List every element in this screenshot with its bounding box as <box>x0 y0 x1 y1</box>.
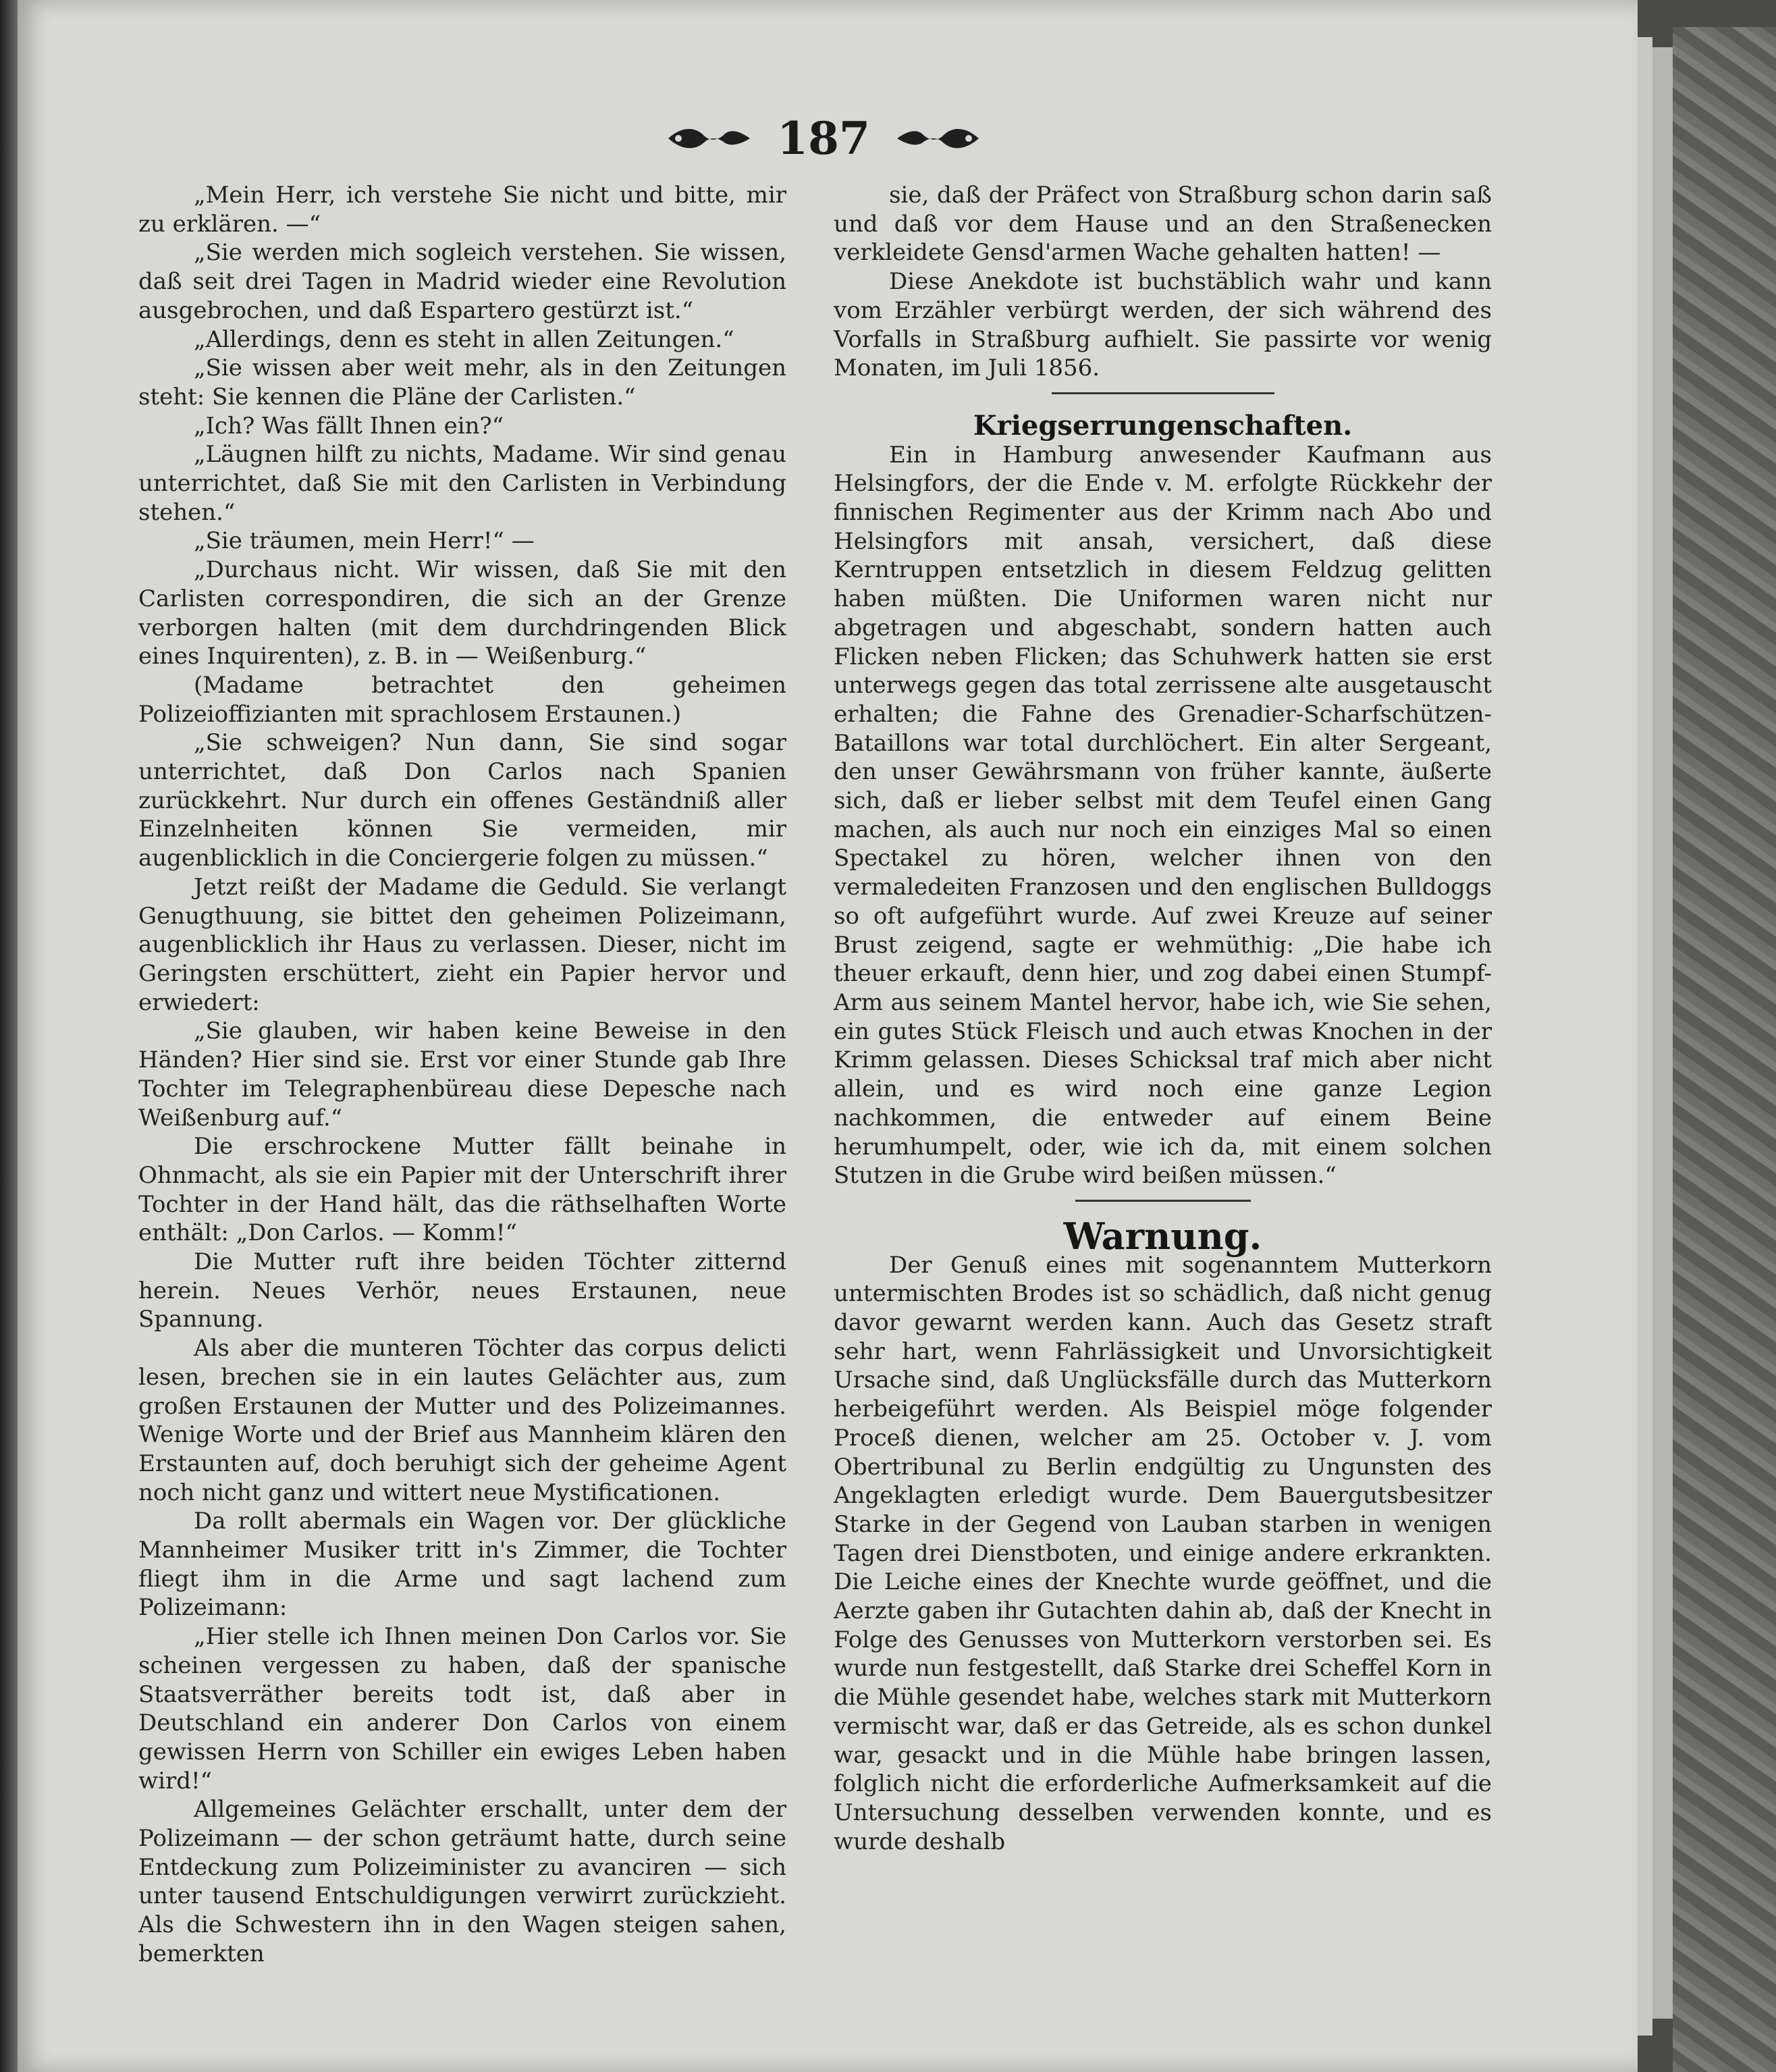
paragraph: Die Mutter ruft ihre beiden Töchter zitternd herein. Neues Verhör, neues Erstaunen, neue Spannung. <box>138 1248 786 1333</box>
section-heading: Kriegserrungenschaften. <box>973 409 1353 442</box>
paragraph: (Madame betrachtet den geheimen Polizeioffizianten mit sprachlosem Erstaunen.) <box>138 671 786 728</box>
left-column <box>138 181 786 1969</box>
paragraph: „Sie glauben, wir haben keine Beweise in den Händen? Hier sind sie. Erst vor einer Stunde gab Ihre Tochter im Telegraphenbüreau diese Depesche nach Weißenburg auf.“ <box>138 1017 786 1132</box>
paragraph: „Durchaus nicht. Wir wissen, daß Sie mit den Carlisten correspondiren, die sich an der Grenze verborgen halten (mit dem durchdringenden Blick eines Inquirenten), z. B. in — Weißenburg.“ <box>138 556 786 670</box>
marbled-cover-board <box>1673 27 1776 2072</box>
paragraph: „Läugnen hilft zu nichts, Madame. Wir sind genau unterrichtet, daß Sie mit den Carlisten in Verbindung stehen.“ <box>138 441 786 526</box>
paragraph: Da rollt abermals ein Wagen vor. Der glückliche Mannheimer Musiker tritt in's Zimmer, die Tochter fliegt ihm in die Arme und sagt lachend zum Polizeimann: <box>138 1508 786 1622</box>
paragraph: „Sie werden mich sogleich verstehen. Sie wissen, daß seit drei Tagen in Madrid wieder eine Revolution ausgebrochen, und daß Espartero gestürzt ist.“ <box>138 239 786 324</box>
paragraph: „Hier stelle ich Ihnen meinen Don Carlos vor. Sie scheinen vergessen zu haben, daß der spanische Staatsverräther bereits todt ist, daß aber in Deutschland ein anderer Don Carlos von einem gewissen Herrn von Schiller ein ewiges Leben haben wird!“ <box>138 1623 786 1795</box>
section-divider <box>1075 1200 1251 1202</box>
paragraph: Jetzt reißt der Madame die Geduld. Sie verlangt Genugthuung, sie bittet den geheimen Polizeimann, augenblicklich ihr Haus zu verlassen. Dieser, nicht im Geringsten erschüttert, zieht ein Papier hervor und erwiedert: <box>138 873 786 1016</box>
flourish-ornament-right-icon <box>894 125 982 152</box>
paragraph: „Ich? Was fällt Ihnen ein?“ <box>194 412 504 440</box>
paragraph: Ein in Hamburg anwesender Kaufmann aus Helsingfors, der die Ende v. M. erfolgte Rückkehr der finnischen Regimenter aus der Krimm nach Abo und Helsingfors mit ansah, versichert, daß diese Kerntruppen entsetzlich in diesem Feldzug gelitten haben müßten. Die Uniformen waren nicht nur abgetragen und abgeschabt, sondern hatten auch Flicken neben Flicken; das Schuhwerk hatten sie erst unterwegs gegen das total zerrissene alte ausgetauscht erhalten; die Fahne des Grenadier-Scharfschützen-Bataillons war total durchlöchert. Ein alter Sergeant, den unser Gewährsmann von früher kannte, äußerte sich, daß er lieber selbst mit dem Teufel einen Gang machen, als auch nur noch ein einziges Mal so einen Spectakel zu hören, welcher ihnen von den vermaledeiten Franzosen und den englischen Bulldoggs so oft aufgeführt wurde. Auf zwei Kreuze auf seiner Brust zeigend, sagte er wehmüthig: „Die habe ich theuer erkauft, denn hier, und zog dabei einen Stumpf-Arm aus seinem Mantel hervor, habe ich, wie Sie sehen, ein gutes Stück Fleisch und auch etwas Knochen in der Krimm gelassen. Dieses Schicksal traf mich aber nicht allein, und es wird noch eine ganze Legion nachkommen, die entweder auf einem Beine herumhumpelt, oder, wie ich da, mit einem solchen Stutzen in die Grube wird beißen müssen.“ <box>834 441 1492 1190</box>
page-number: 187 <box>777 112 870 165</box>
paragraph: Als aber die munteren Töchter das corpus delicti lesen, brechen sie in ein lautes Gelächter aus, zum großen Erstaunen der Mutter und des Polizeimannes. Wenige Worte und der Brief aus Mannheim klären den Erstaunten auf, doch beruhigt sich der geheime Agent noch nicht ganz und wittert neue Mystificationen. <box>138 1335 786 1506</box>
paragraph: „Sie schweigen? Nun dann, Sie sind sogar unterrichtet, daß Don Carlos nach Spanien zurückkehrt. Nur durch ein offenes Geständniß aller Einzelnheiten können Sie vermeiden, mir augenblicklich in die Conciergerie folgen zu müssen.“ <box>138 729 786 872</box>
page-header <box>655 108 992 169</box>
paragraph: „Sie wissen aber weit mehr, als in den Zeitungen steht: Sie kennen die Pläne der Carlisten.“ <box>138 354 786 410</box>
paragraph: Diese Anekdote ist buchstäblich wahr und kann vom Erzähler verbürgt werden, der sich während des Vorfalls in Straßburg aufhielt. Sie passirte vor wenig Monaten, im Juli 1856. <box>834 268 1492 382</box>
paragraph: Die erschrockene Mutter fällt beinahe in Ohnmacht, als sie ein Papier mit der Unterschrift ihrer Tochter in der Hand hält, das die räthselhaften Worte enthält: „Don Carlos. — Komm!“ <box>138 1133 786 1247</box>
paragraph: Allgemeines Gelächter erschallt, unter dem der Polizeimann — der schon geträumt hatte, durch seine Entdeckung zum Polizeiminister zu avanciren — sich unter tausend Entschuldigungen verwirrt zurückzieht. Als die Schwestern ihn in den Wagen steigen sahen, bemerkten <box>138 1796 786 1967</box>
book-binding <box>0 0 18 2072</box>
page-edge <box>1638 37 1652 2036</box>
right-column <box>834 181 1492 1856</box>
section-divider <box>1052 392 1274 394</box>
paragraph: Der Genuß eines mit sogenanntem Mutterkorn untermischten Brodes ist so schädlich, daß nicht genug davor gewarnt werden kann. Auch das Gesetz straft sehr hart, wenn Fahrlässigkeit und Unvorsichtigkeit Ursache sind, daß Unglücksfälle durch das Mutterkorn herbeigeführt werden. Als Beispiel möge folgender Proceß dienen, welcher am 25. October v. J. vom Obertribunal zu Berlin endgültig zu Ungunsten des Angeklagten erledigt wurde. Dem Bauergutsbesitzer Starke in der Gegend von Lauban starben in wenigen Tagen drei Dienstboten, und einige andere erkrankten. Die Leiche eines der Knechte wurde geöffnet, und die Aerzte gaben ihr Gutachten dahin ab, daß der Knecht in Folge des Genusses von Mutterkorn verstorben sei. Es wurde nun festgestellt, daß Starke drei Scheffel Korn in die Mühle gesendet habe, welches stark mit Mutterkorn vermischt war, daß er das Getreide, als es schon dunkel war, gesackt und in die Mühle habe bringen lassen, folglich nicht die erforderliche Aufmerksamkeit auf die Untersuchung desselben verwenden konnte, und es wurde deshalb <box>834 1251 1492 1855</box>
paragraph: „Allerdings, denn es steht in allen Zeitungen.“ <box>194 325 734 353</box>
paragraph: „Mein Herr, ich verstehe Sie nicht und bitte, mir zu erklären. —“ <box>138 182 786 238</box>
page-edge-stack <box>1652 47 1673 2019</box>
flourish-ornament-left-icon <box>665 125 753 152</box>
paragraph: „Sie träumen, mein Herr!“ — <box>194 527 535 555</box>
paragraph: sie, daß der Präfect von Straßburg schon darin saß und daß vor dem Hause und an den Straßenecken verkleidete Gensd'armen Wache gehalten hatten! — <box>834 182 1492 267</box>
section-heading: Warnung. <box>1063 1214 1262 1258</box>
